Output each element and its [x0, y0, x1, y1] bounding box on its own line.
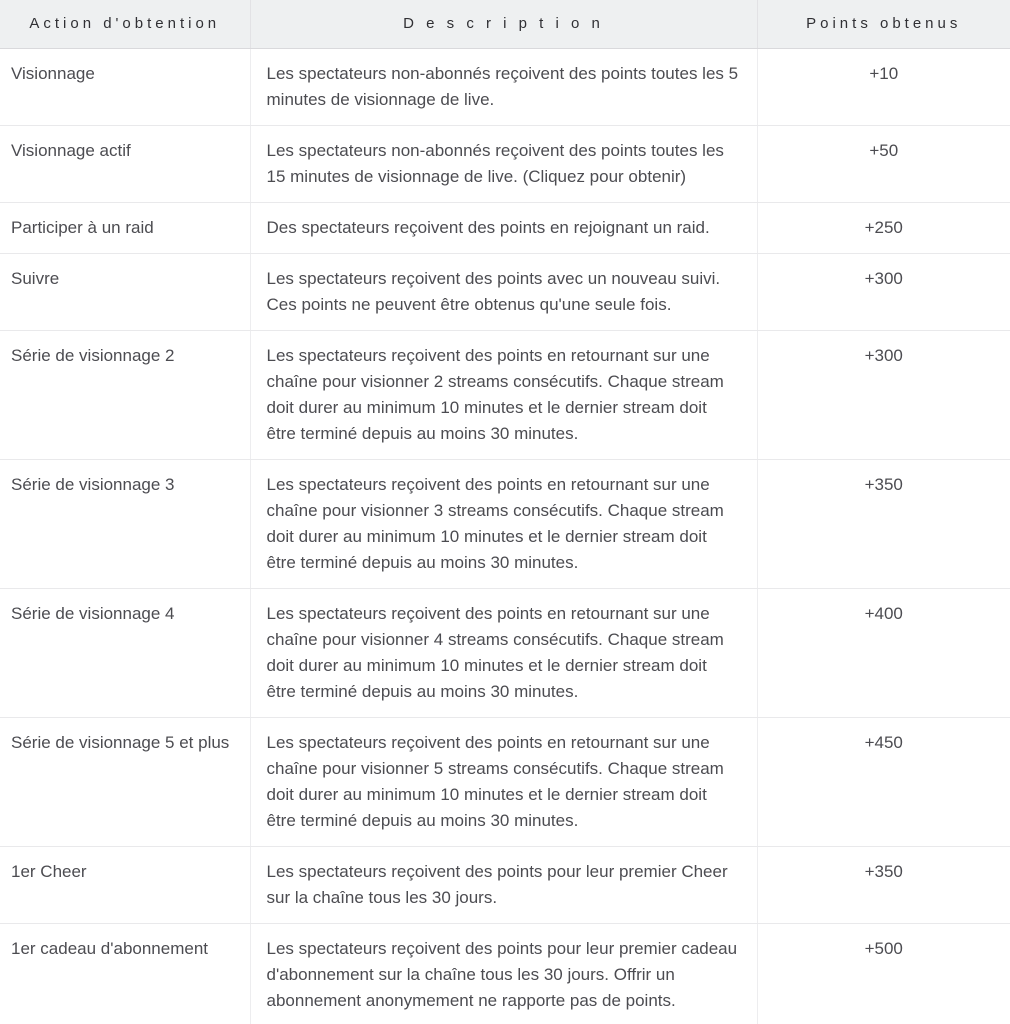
description-cell: Les spectateurs non-abonnés reçoivent des points toutes les 5 minutes de visionnage de live.: [250, 48, 757, 125]
points-cell: +10: [757, 48, 1010, 125]
table-row: [0, 253, 1010, 330]
description-cell: Les spectateurs reçoivent des points en retournant sur une chaîne pour visionner 4 streams consécutifs. Chaque stream doit durer au minimum 10 minutes et le dernier stream doit être terminé depuis au moins 30 minutes.: [250, 588, 757, 717]
points-cell: +350: [757, 846, 1010, 923]
description-cell: Les spectateurs reçoivent des points en retournant sur une chaîne pour visionner 3 streams consécutifs. Chaque stream doit durer au minimum 10 minutes et le dernier stream doit être terminé depuis au moins 30 minutes.: [250, 459, 757, 588]
table-row: [0, 202, 1010, 253]
description-cell: Les spectateurs non-abonnés reçoivent des points toutes les 15 minutes de visionnage de live. (Cliquez pour obtenir): [250, 125, 757, 202]
table-header: [0, 0, 1010, 48]
description-cell: Les spectateurs reçoivent des points avec un nouveau suivi. Ces points ne peuvent être obtenus qu'une seule fois.: [250, 253, 757, 330]
table-row: [0, 125, 1010, 202]
action-cell: Visionnage actif: [0, 125, 250, 202]
column-header-action: Action d'obtention: [0, 0, 250, 48]
column-header-description: D e s c r i p t i o n: [250, 0, 757, 48]
action-cell: Série de visionnage 3: [0, 459, 250, 588]
action-cell: Série de visionnage 5 et plus: [0, 717, 250, 846]
action-cell: Série de visionnage 2: [0, 330, 250, 459]
table-row: [0, 923, 1010, 1024]
description-cell: Les spectateurs reçoivent des points en retournant sur une chaîne pour visionner 5 streams consécutifs. Chaque stream doit durer au minimum 10 minutes et le dernier stream doit être terminé depuis au moins 30 minutes.: [250, 717, 757, 846]
action-cell: Suivre: [0, 253, 250, 330]
action-cell: 1er cadeau d'abonnement: [0, 923, 250, 1024]
action-cell: Participer à un raid: [0, 202, 250, 253]
points-cell: +450: [757, 717, 1010, 846]
action-cell: Visionnage: [0, 48, 250, 125]
table-row: [0, 588, 1010, 717]
points-cell: +400: [757, 588, 1010, 717]
description-cell: Des spectateurs reçoivent des points en rejoignant un raid.: [250, 202, 757, 253]
points-cell: +350: [757, 459, 1010, 588]
points-cell: +50: [757, 125, 1010, 202]
points-cell: +250: [757, 202, 1010, 253]
table-row: [0, 846, 1010, 923]
points-cell: +500: [757, 923, 1010, 1024]
action-cell: 1er Cheer: [0, 846, 250, 923]
column-header-points: Points obtenus: [757, 0, 1010, 48]
points-cell: +300: [757, 330, 1010, 459]
description-cell: Les spectateurs reçoivent des points en retournant sur une chaîne pour visionner 2 streams consécutifs. Chaque stream doit durer au minimum 10 minutes et le dernier stream doit être terminé depuis au moins 30 minutes.: [250, 330, 757, 459]
table-row: [0, 717, 1010, 846]
header-row: [0, 0, 1010, 48]
points-cell: +300: [757, 253, 1010, 330]
action-cell: Série de visionnage 4: [0, 588, 250, 717]
table-row: [0, 459, 1010, 588]
table-row: [0, 330, 1010, 459]
table-body: [0, 48, 1010, 1024]
description-cell: Les spectateurs reçoivent des points pour leur premier Cheer sur la chaîne tous les 30 jours.: [250, 846, 757, 923]
table-row: [0, 48, 1010, 125]
description-cell: Les spectateurs reçoivent des points pour leur premier cadeau d'abonnement sur la chaîne tous les 30 jours. Offrir un abonnement anonymement ne rapporte pas de points.: [250, 923, 757, 1024]
